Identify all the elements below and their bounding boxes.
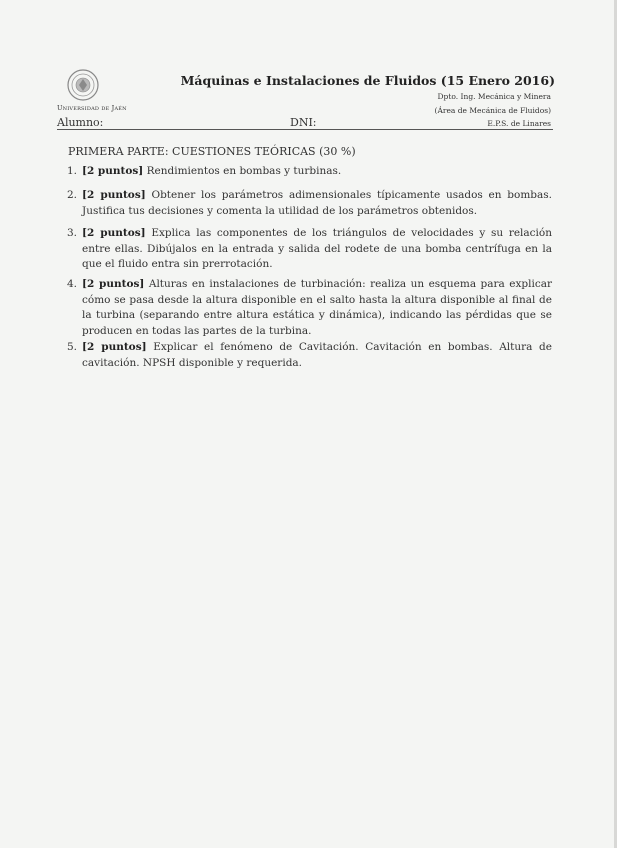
- question-item: [57, 164, 552, 180]
- question-number: 3.: [67, 227, 78, 239]
- question-number: 2.: [67, 189, 78, 201]
- question-text: Explicar el fenómeno de Cavitación. Cavitación en bombas. Altura de cavitación. NPSH disponible y requerida.: [82, 341, 552, 369]
- question-points: [2 puntos]: [82, 165, 144, 177]
- dni-label: DNI:: [290, 116, 317, 129]
- university-name: Universidad de Jaén: [57, 104, 127, 112]
- question-points: [2 puntos]: [82, 189, 146, 201]
- question-points: [2 puntos]: [82, 227, 146, 239]
- question-number: 4.: [67, 278, 78, 290]
- header-rule: [57, 129, 553, 130]
- question-text: Obtener los parámetros adimensionales típicamente usados en bombas. Justifica tus decisiones y comenta la utilidad de los parámetros obtenidos.: [82, 189, 552, 217]
- question-text: Rendimientos en bombas y turbinas.: [146, 165, 342, 177]
- exam-title: Máquinas e Instalaciones de Fluidos (15 Enero 2016): [180, 73, 555, 88]
- question-item: [57, 277, 552, 339]
- question-points: [2 puntos]: [82, 341, 147, 353]
- department-line-1: Dpto. Ing. Mecánica y Minera: [437, 92, 551, 101]
- department-line-3: E.P.S. de Linares: [487, 119, 551, 128]
- alumno-label: Alumno:: [57, 116, 104, 129]
- question-points: [2 puntos]: [82, 278, 145, 290]
- question-number: 5.: [67, 341, 78, 353]
- question-item: [57, 188, 552, 219]
- question-item: [57, 340, 552, 371]
- question-text: Explica las componentes de los triángulos de velocidades y su relación entre ellas. Dibújalos en la entrada y salida del rodete de una bomba centrífuga en la que el fluido entra sin prerrotación.: [82, 227, 552, 271]
- department-line-2: (Área de Mecánica de Fluidos): [434, 106, 551, 115]
- question-number: 1.: [67, 165, 78, 177]
- section-title: PRIMERA PARTE: CUESTIONES TEÓRICAS (30 %): [68, 145, 356, 158]
- question-text: Alturas en instalaciones de turbinación: realiza un esquema para explicar cómo se pasa desde la altura disponible en el salto hasta la altura disponible al final de la turbina (separando entre altura estática y dinámica), indicando las pérdidas que se producen en todas las partes de la turbina.: [82, 278, 552, 337]
- university-seal-icon: [66, 68, 100, 102]
- question-item: [57, 226, 552, 273]
